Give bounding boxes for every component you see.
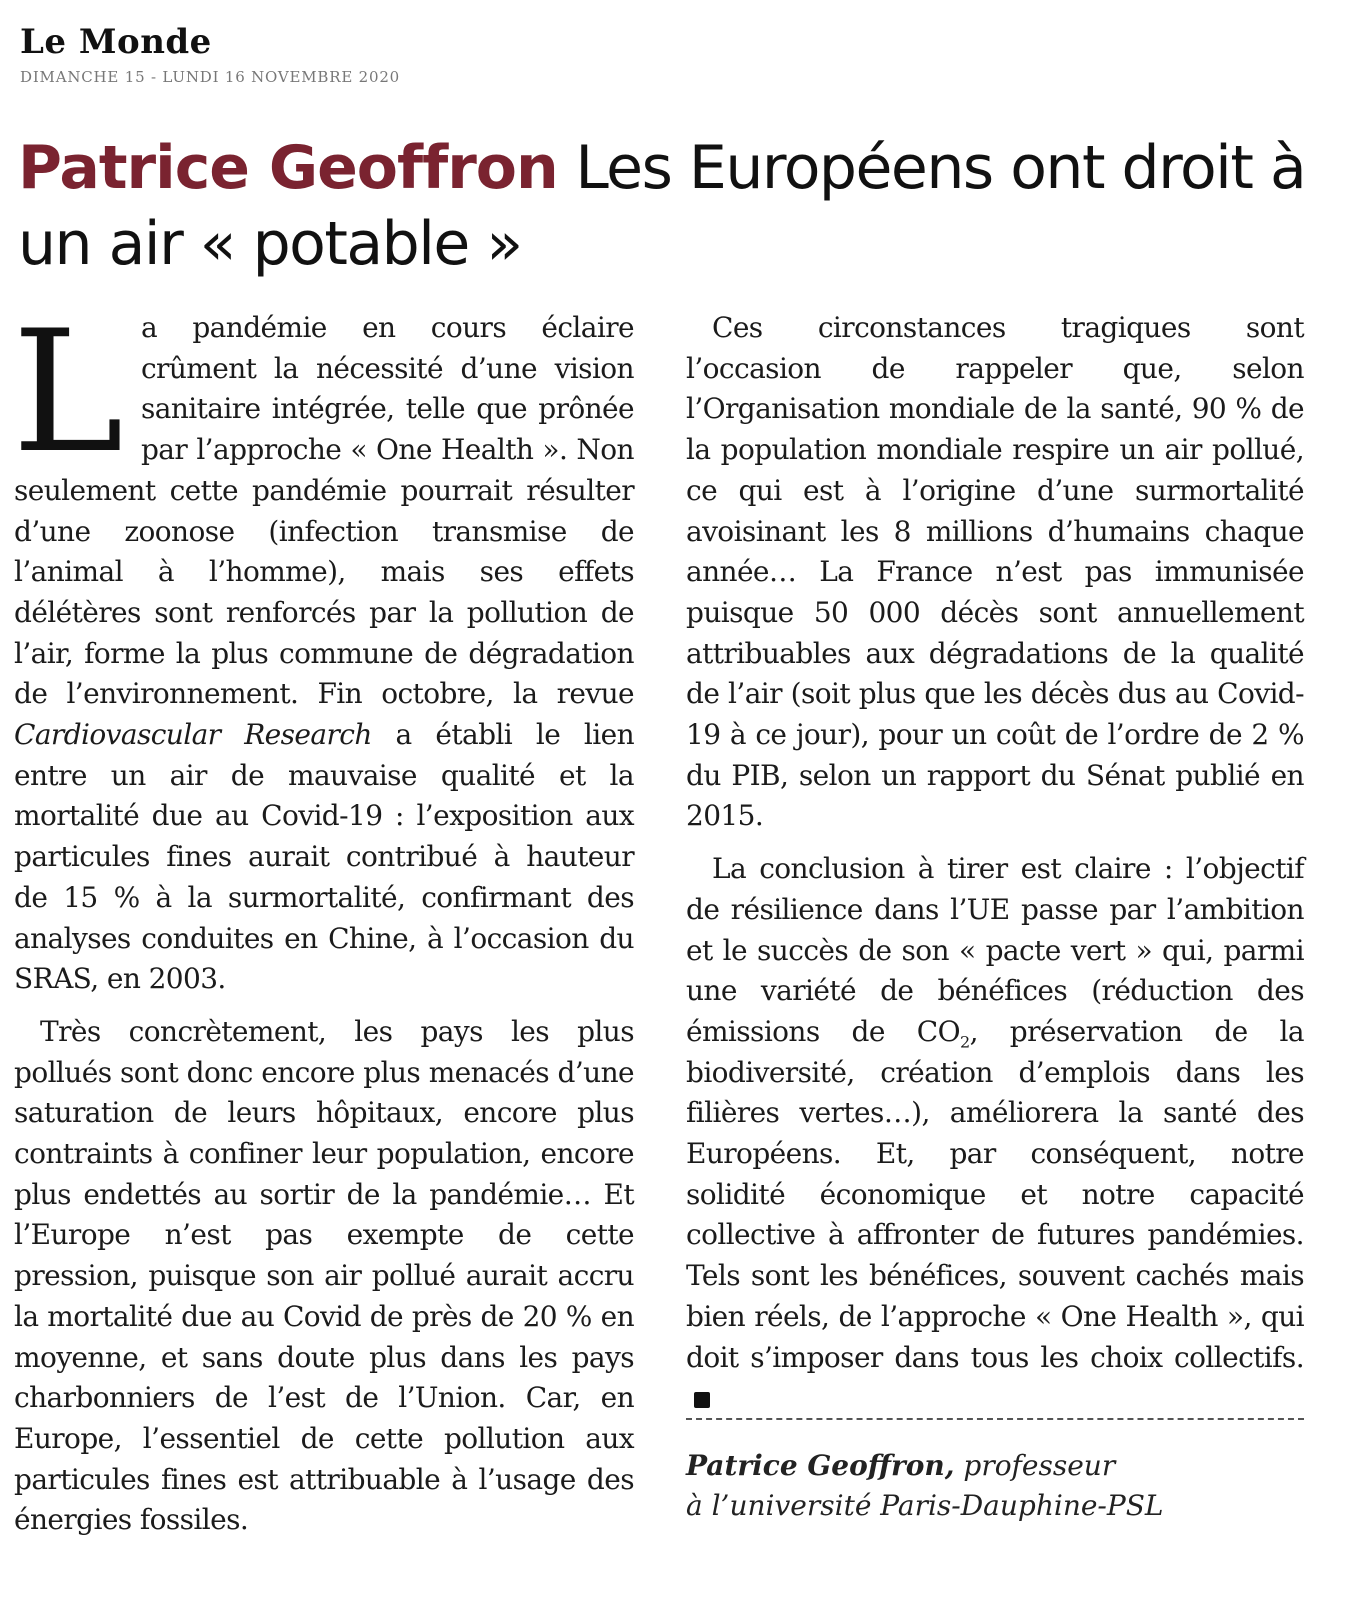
drop-cap: L bbox=[12, 294, 123, 490]
end-of-article-mark bbox=[694, 1392, 710, 1408]
article-paragraph-4 bbox=[686, 849, 1304, 1419]
byline-role: professeur bbox=[963, 1449, 1116, 1482]
paragraph-1-text: a pandémie en cours éclaire crûment la nécessité d’une vision sanitaire intégrée, telle que prônée par l’approche « One Health ». Non seulement cette pandémie pourrait résulter d’une zoonose (infection transmise de l’animal à l’homme), mais ses effets délétères sont renforcés par la pollution de l’air, forme la plus commune de dégradation de l’environnement. Fin octobre, la revue bbox=[14, 311, 634, 711]
headline-author: Patrice Geoffron bbox=[18, 133, 558, 203]
co2-subscript: 2 bbox=[959, 1032, 970, 1052]
article-column-right bbox=[686, 308, 1304, 1419]
journal-name: Cardiovascular Research bbox=[14, 718, 372, 752]
headline-title: Les Européens ont droit à un air « potable » bbox=[18, 133, 1306, 279]
article-column-left bbox=[12, 294, 635, 1541]
article-paragraph-1 bbox=[12, 294, 635, 1000]
byline-name: Patrice Geoffron, bbox=[686, 1449, 955, 1482]
masthead-logo: Le Monde bbox=[20, 22, 212, 62]
byline-divider bbox=[686, 1418, 1304, 1420]
publication-date: DIMANCHE 15 - LUNDI 16 NOVEMBRE 2020 bbox=[20, 68, 401, 86]
paragraph-4-text: La conclusion à tirer est claire : l’objectif de résilience dans l’UE passe par l’ambition et le succès de son « pacte vert » qui, parmi une variété de bénéfices (réduction des émissions de CO bbox=[686, 852, 1304, 1048]
headline bbox=[18, 130, 1318, 282]
paragraph-1-end: a établi le lien entre un air de mauvaise qualité et la mortalité due au Covid-19 : l’exposition aux particules fines aurait contribué à hauteur de 15 % à la surmortalité, confirmant des analyses conduites en Chine, à l’occasion du SRAS, en 2003. bbox=[14, 718, 635, 996]
author-byline bbox=[686, 1446, 1304, 1526]
byline-affiliation: à l’université Paris-Dauphine-PSL bbox=[686, 1489, 1164, 1522]
article-paragraph-3: Ces circonstances tragiques sont l’occasion de rappeler que, selon l’Organisation mondiale de la santé, 90 % de la population mondiale respire un air pollué, ce qui est à l’origine d’une surmortalité avoisinant les 8 millions d’humains chaque année… La France n’est pas immunisée puisque 50 000 décès sont annuellement attribuables aux dégradations de la qualité de l’air (soit plus que les décès dus au Covid-19 à ce jour), pour un coût de l’ordre de 2 % du PIB, selon un rapport du Sénat publié en 2015. bbox=[686, 311, 1304, 833]
paragraph-4-end: , préservation de la biodiversité, création d’emplois dans les filières vertes…), améliorera la santé des Européens. Et, par conséquent, notre solidité économique et notre capacité collective à affronter de futures pandémies. Tels sont les bénéfices, souvent cachés mais bien réels, de l’approche « One Health », qui doit s’imposer dans tous les choix collectifs. bbox=[686, 1014, 1304, 1374]
article-paragraph-2: Très concrètement, les pays les plus pollués sont donc encore plus menacés d’une saturation de leurs hôpitaux, encore plus contraints à confiner leur population, encore plus endettés au sortir de la pandémie… Et l’Europe n’est pas exempte de cette pression, puisque son air pollué aurait accru la mortalité due au Covid de près de 20 % en moyenne, et sans doute plus dans les pays charbonniers de l’est de l’Union. Car, en Europe, l’essentiel de cette pollution aux particules fines est attribuable à l’usage des énergies fossiles. bbox=[14, 1014, 634, 1537]
